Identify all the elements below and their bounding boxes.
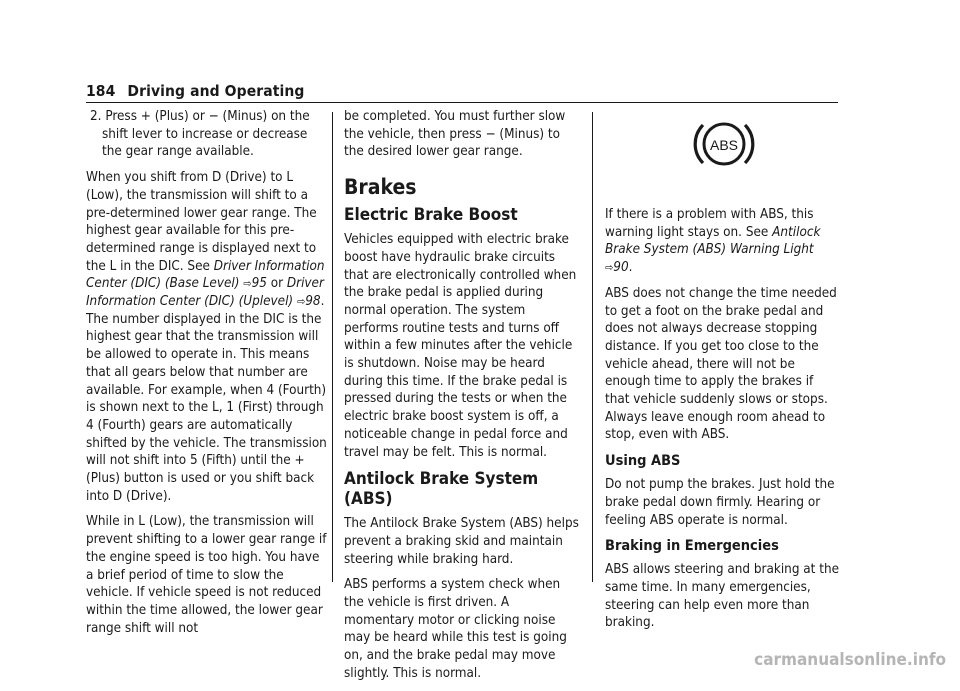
column-divider-left	[332, 112, 333, 582]
paragraph-abs-2: ABS performs a system check when the vehicle is first driven. A momentary motor or clicking noise may be heard while this test is going on, and the brake pedal may move slightly. This is normal.	[344, 577, 567, 681]
heading-brakes: Brakes	[344, 175, 417, 200]
paragraph-continued: be completed. You must further slow the vehicle, then press − (Minus) to the desired lower gear range.	[344, 109, 566, 160]
paragraph-abs-1: The Antilock Brake System (ABS) helps prevent a braking skid and maintain steering while braking hard.	[344, 516, 579, 567]
column-3	[605, 108, 839, 640]
heading-braking-emergencies: Braking in Emergencies	[605, 538, 779, 555]
paragraph-shift-low	[86, 169, 328, 505]
page-ref-arrow-icon: ⇨	[296, 295, 306, 309]
list-text: Press + (Plus) or − (Minus) on the shift lever to increase or decrease the gear range available.	[102, 109, 310, 160]
link-abs-warning-light[interactable]: Antilock Brake System (ABS) Warning Light	[605, 224, 821, 258]
page-ref-98[interactable]: 98	[305, 294, 321, 310]
paragraph-braking-emergencies: ABS allows steering and braking at the same time. In many emergencies, steering can help even more than braking.	[605, 562, 839, 631]
heading-electric-brake-boost: Electric Brake Boost	[344, 205, 518, 226]
page-ref-arrow-icon: ⇨	[605, 261, 614, 275]
heading-using-abs: Using ABS	[605, 453, 681, 470]
list-number: 2.	[90, 109, 102, 124]
text: or	[266, 276, 287, 292]
section-title: Driving and Operating	[127, 82, 305, 100]
link-dic-uplevel[interactable]: Driver Information Center (DIC) (Uplevel)	[86, 276, 324, 310]
link-dic-base[interactable]: Driver Information Center (DIC) (Base Level)	[86, 258, 325, 292]
watermark: carmanualsonline.info	[754, 650, 946, 670]
page-ref-arrow-icon: ⇨	[243, 277, 252, 291]
text: If there is a problem with ABS, this warning light stays on. See	[605, 207, 814, 240]
paragraph-abs-warning	[605, 206, 839, 277]
page-ref-95[interactable]: 95	[251, 276, 267, 292]
header-rule	[86, 102, 838, 103]
list-item-2	[86, 108, 328, 161]
abs-warning-icon	[692, 112, 756, 176]
page-ref-90[interactable]: 90	[613, 260, 629, 276]
text: When you shift from D (Drive) to L (Low), the transmission will shift to a pre-determined lower gear range. The highest gear available for this pre-determined range is displayed next to the L in the DIC. See	[86, 170, 317, 274]
column-divider-right	[592, 112, 593, 582]
heading-abs: Antilock Brake System (ABS)	[344, 469, 539, 510]
abs-icon-label: ABS	[709, 137, 739, 153]
column-1	[86, 108, 328, 645]
abs-warning-light	[605, 112, 839, 182]
text: . The number displayed in the DIC is the highest gear that the transmission will be allowed to operate in. This means that all gears below that number are available. For example, when 4 (Fourth) is shown next to the L, 1 (First) through 4 (Fourth) gears are automatically shifted by the vehicle. The transmission will not shift into 5 (Fifth) until the + (Plus) button is used or you shift back into D (Drive).	[86, 294, 327, 504]
page-header	[86, 82, 305, 100]
paragraph-ebb: Vehicles equipped with electric brake boost have hydraulic brake circuits that are electronically controlled when the brake pedal is applied during normal operation. The system performs routine tests and turns off within a few minutes after the vehicle is shutdown. Noise may be heard during this time. If the brake pedal is pressed during the tests or when the electric brake boost system is off, a noticeable change in pedal force and travel may be felt. This is normal.	[344, 232, 577, 460]
page-number: 184	[86, 82, 116, 100]
paragraph-low-prevent: While in L (Low), the transmission will prevent shifting to a lower gear range if the engine speed is too high. You have a brief period of time to slow the vehicle. If vehicle speed is not reduced within the time allowed, the lower gear range shift will not	[86, 514, 327, 636]
text: .	[628, 260, 633, 276]
paragraph-using-abs: Do not pump the brakes. Just hold the brake pedal down firmly. Hearing or feeling ABS operate is normal.	[605, 477, 835, 528]
column-2	[344, 108, 580, 691]
paragraph-abs-distance: ABS does not change the time needed to get a foot on the brake pedal and does not always decrease stopping distance. If you get too close to the vehicle ahead, there will not be enough time to apply the brakes if that vehicle suddenly slows or stops. Always leave enough room ahead to stop, even with ABS.	[605, 285, 837, 443]
